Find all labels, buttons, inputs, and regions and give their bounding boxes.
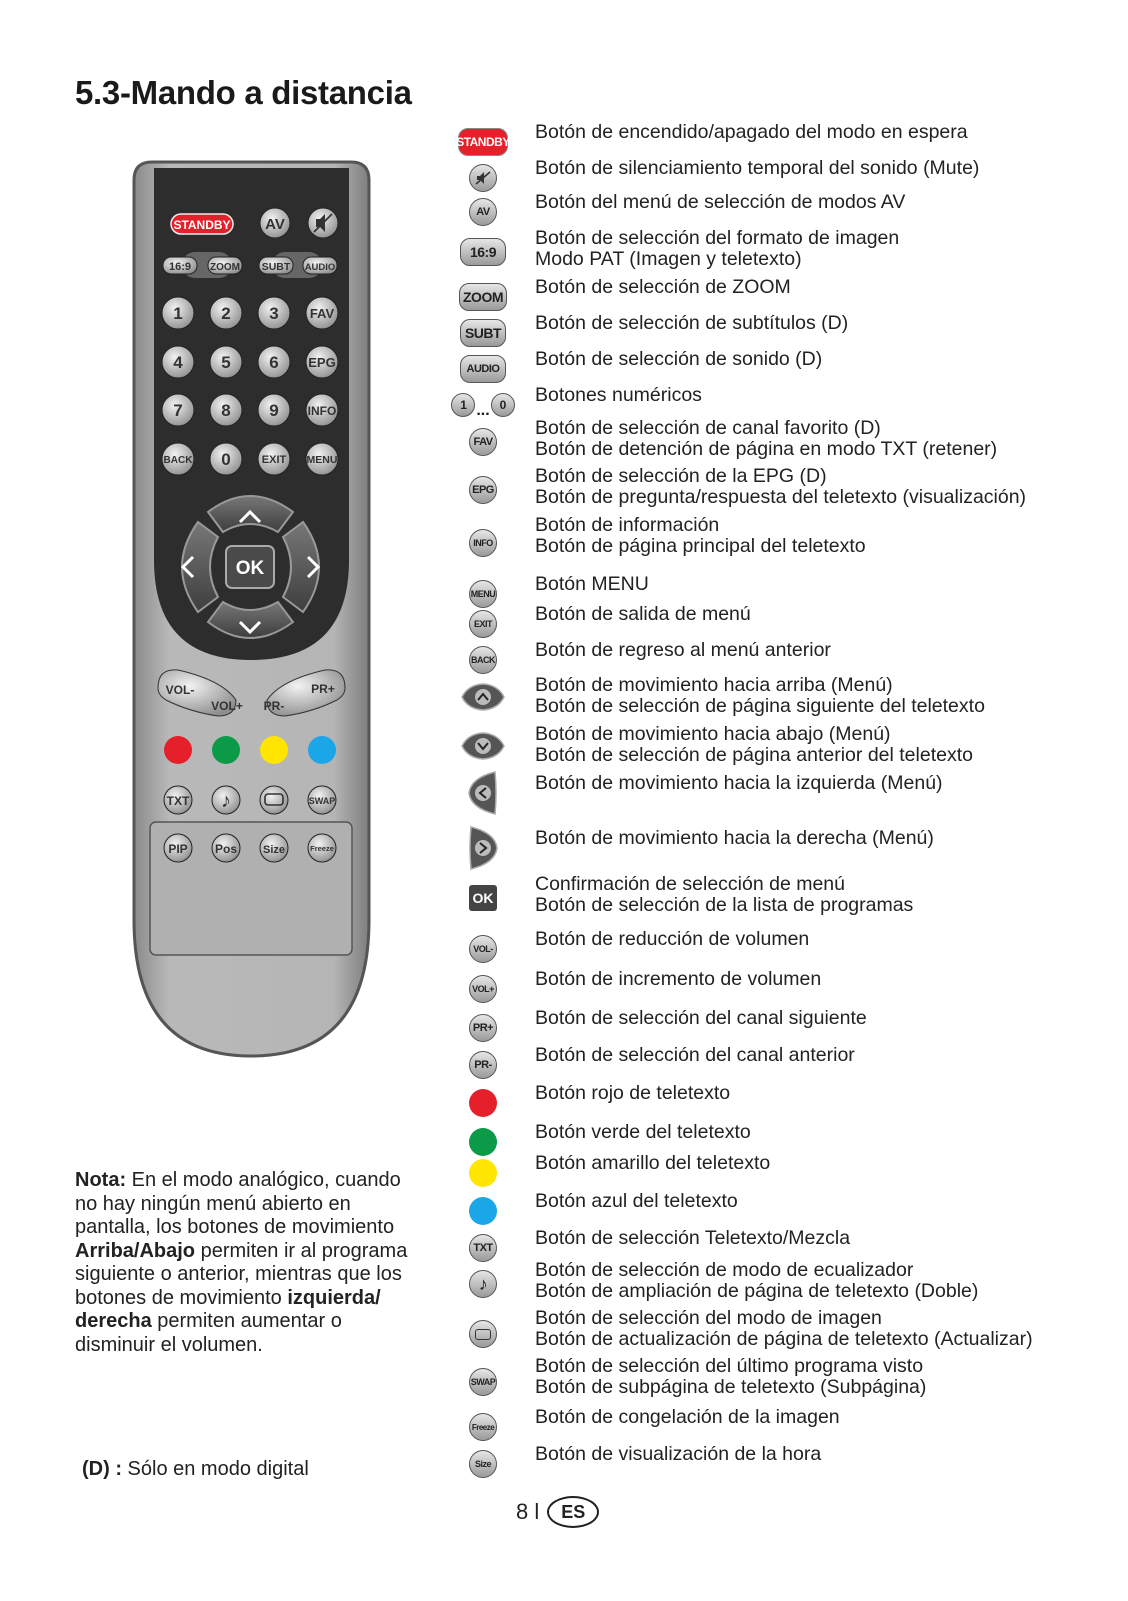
- note-bold-2: izquierda/ derecha: [75, 1286, 381, 1332]
- legend-description: [535, 929, 809, 950]
- aspect-ratio-icon: 16:9: [460, 232, 506, 272]
- legend-line: Botón de movimiento hacia la derecha (Menú): [535, 827, 934, 849]
- legend-description: [535, 574, 649, 595]
- svg-text:7: 7: [173, 401, 183, 420]
- svg-text:5: 5: [221, 353, 231, 372]
- remote-standby-button: [171, 214, 233, 234]
- legend-line: Botón de incremento de volumen: [535, 968, 822, 990]
- menu-icon: MENU: [460, 574, 506, 614]
- epg-icon: EPG: [460, 470, 506, 510]
- arrow-up-icon: [460, 679, 506, 719]
- svg-text:OK: OK: [235, 558, 265, 579]
- legend-line: Botón de página principal del teletexto: [535, 535, 866, 557]
- standby-icon: STANDBY: [460, 122, 506, 162]
- svg-text:Size: Size: [262, 844, 286, 856]
- legend-description: [535, 466, 1026, 508]
- legend-line: Botón de visualización de la hora: [535, 1443, 822, 1465]
- note-text-2: permiten ir al programa siguiente o anterior, mientras que los botones de movimiento: [75, 1239, 408, 1309]
- legend-line: Botón de selección de página siguiente del teletexto: [535, 695, 985, 717]
- note-label: Nota:: [75, 1169, 127, 1191]
- svg-text:2: 2: [221, 304, 231, 323]
- legend-line: Botón de actualización de página de teletexto (Actualizar): [535, 1328, 1033, 1350]
- legend-description: [535, 773, 943, 794]
- yellow-button-icon: [460, 1153, 506, 1193]
- remote-169-button: [163, 257, 197, 274]
- svg-text:INFO: INFO: [307, 404, 337, 418]
- legend-line: Modo PAT (Imagen y teletexto): [535, 248, 802, 270]
- arrow-left-icon: [460, 775, 506, 815]
- svg-text:9: 9: [269, 401, 279, 420]
- legend-description: [535, 675, 985, 717]
- legend-line: Botón de selección de ZOOM: [535, 276, 791, 298]
- red-button-icon: [460, 1083, 506, 1123]
- legend-description: [535, 604, 751, 625]
- blue-button-icon: [460, 1191, 506, 1231]
- legend-description: [535, 1260, 978, 1302]
- legend-description: [535, 1444, 821, 1465]
- svg-text:6: 6: [269, 353, 279, 372]
- legend-description: [535, 1228, 850, 1249]
- picture-mode-icon: [460, 1314, 506, 1354]
- legend-line: Botón MENU: [535, 573, 649, 595]
- av-icon: AV: [460, 192, 506, 232]
- legend-description: [535, 385, 702, 406]
- svg-text:0: 0: [221, 450, 231, 469]
- svg-text:3: 3: [269, 304, 279, 323]
- svg-text:♪: ♪: [221, 790, 231, 812]
- legend-line: Botón de subpágina de teletexto (Subpágina): [535, 1376, 927, 1398]
- svg-text:TXT: TXT: [166, 794, 190, 808]
- legend-description: [535, 1191, 738, 1212]
- legend-description: [535, 313, 848, 334]
- txt-icon: TXT: [460, 1228, 506, 1268]
- page-footer: [516, 1496, 599, 1528]
- page-number: 8 l: [516, 1499, 540, 1524]
- digital-note-label: (D) :: [82, 1458, 122, 1480]
- svg-text:STANDBY: STANDBY: [173, 218, 231, 232]
- legend-line: Botón de selección de página anterior del teletexto: [535, 744, 973, 766]
- svg-text:EPG: EPG: [308, 355, 336, 370]
- svg-text:16:9: 16:9: [168, 261, 192, 273]
- remote-audio-button: [303, 257, 337, 274]
- svg-text:BACK: BACK: [163, 455, 193, 466]
- svg-text:SWAP: SWAP: [308, 796, 336, 806]
- prminus-icon: PR-: [460, 1045, 506, 1085]
- svg-text:MENU: MENU: [306, 454, 338, 466]
- legend-line: Botón amarillo del teletexto: [535, 1152, 771, 1174]
- svg-text:AUDIO: AUDIO: [304, 262, 336, 273]
- swap-icon: SWAP: [460, 1362, 506, 1402]
- analog-mode-note: [75, 1169, 425, 1357]
- legend-line: Botón de selección Teletexto/Mezcla: [535, 1227, 851, 1249]
- legend-description: [535, 158, 979, 179]
- legend-description: [535, 1008, 867, 1029]
- music-note-icon: ♪: [460, 1264, 506, 1304]
- legend-description: [535, 724, 973, 766]
- legend-description: [535, 515, 866, 557]
- legend-line: Confirmación de selección de menú: [535, 873, 846, 895]
- remote-mute-button: [308, 208, 338, 238]
- legend-description: [535, 418, 997, 460]
- audio-icon: AUDIO: [460, 349, 506, 389]
- legend-line: Botón de selección de sonido (D): [535, 348, 823, 370]
- svg-text:PR+: PR+: [311, 682, 335, 696]
- legend-line: Botón de selección de la lista de programas: [535, 894, 914, 916]
- legend-description: [535, 1083, 730, 1104]
- ok-icon: OK: [460, 878, 506, 918]
- svg-text:1: 1: [173, 304, 183, 323]
- remote-control-illustration: [130, 160, 373, 1060]
- legend-line: Botón de regreso al menú anterior: [535, 639, 831, 661]
- digital-mode-note: [82, 1458, 309, 1481]
- svg-text:4: 4: [173, 353, 183, 372]
- legend-line: Botón de salida de menú: [535, 603, 751, 625]
- legend-description: [535, 640, 831, 661]
- page-title: 5.3-Mando a distancia: [75, 74, 412, 111]
- fav-icon: FAV: [460, 422, 506, 462]
- legend-description: [535, 277, 791, 298]
- arrow-down-icon: [460, 728, 506, 768]
- svg-text:VOL-: VOL-: [165, 683, 195, 697]
- legend-line: Botón de selección de canal favorito (D): [535, 417, 881, 439]
- pr-icon: PR+: [460, 1008, 506, 1048]
- legend-description: [535, 122, 968, 143]
- legend-line: Botón rojo de teletexto: [535, 1082, 731, 1104]
- svg-text:ZOOM: ZOOM: [210, 262, 240, 273]
- legend-line: Botón de selección del canal anterior: [535, 1044, 855, 1066]
- legend-description: [535, 228, 899, 270]
- legend-line: Botón de selección del último programa visto: [535, 1355, 924, 1377]
- numeric-buttons-icon: 1 ... 0: [460, 385, 506, 425]
- arrow-right-icon: [460, 830, 506, 870]
- legend-description: [535, 1153, 770, 1174]
- legend-line: Botón de selección de modo de ecualizador: [535, 1259, 914, 1281]
- subt-icon: SUBT: [460, 313, 506, 353]
- freeze-icon: Freeze: [460, 1407, 506, 1447]
- legend-line: Botón de selección de la EPG (D): [535, 465, 827, 487]
- legend-line: Botón de reducción de volumen: [535, 928, 810, 950]
- digital-note-text: Sólo en modo digital: [121, 1458, 309, 1480]
- note-text-3: permiten aumentar o disminuir el volumen.: [75, 1310, 342, 1356]
- legend-description: [535, 1308, 1033, 1350]
- legend-line: Botón de congelación de la imagen: [535, 1406, 840, 1428]
- language-badge: ES: [547, 1496, 599, 1528]
- back-icon: BACK: [460, 640, 506, 680]
- svg-text:AV: AV: [265, 216, 285, 233]
- legend-line: Botón de movimiento hacia abajo (Menú): [535, 723, 891, 745]
- remote-av-button: [260, 208, 290, 238]
- legend-line: Botón de selección del canal siguiente: [535, 1007, 867, 1029]
- legend-description: [535, 969, 821, 990]
- legend-line: Botón de pregunta/respuesta del teletexto (visualización): [535, 486, 1027, 508]
- svg-text:SUBT: SUBT: [261, 261, 291, 273]
- remote-zoom-button: [208, 257, 242, 274]
- size-icon: Size: [460, 1444, 506, 1484]
- svg-text:8: 8: [221, 401, 231, 420]
- legend-description: [535, 874, 913, 916]
- legend-line: Botón del menú de selección de modos AV: [535, 191, 906, 213]
- note-text-1: En el modo analógico, cuando no hay ningún menú abierto en pantalla, los botones de movimiento: [75, 1169, 401, 1238]
- volminus-icon: VOL-: [460, 929, 506, 969]
- legend-line: Botón de selección del modo de imagen: [535, 1307, 882, 1329]
- legend-line: Botón de selección de subtítulos (D): [535, 312, 849, 334]
- vol-icon: VOL+: [460, 969, 506, 1009]
- svg-text:Pos: Pos: [214, 842, 238, 856]
- legend-line: Botón de movimiento hacia la izquierda (Menú): [535, 772, 943, 794]
- legend-line: Botón azul del teletexto: [535, 1190, 738, 1212]
- legend-description: [535, 1407, 840, 1428]
- legend-line: Botón de movimiento hacia arriba (Menú): [535, 674, 893, 696]
- legend-line: Botones numéricos: [535, 384, 702, 406]
- svg-text:PIP: PIP: [168, 842, 188, 856]
- legend-description: [535, 349, 822, 370]
- note-bold-1: Arriba/Abajo: [75, 1239, 196, 1262]
- legend-line: Botón de información: [535, 514, 720, 536]
- legend-line: Botón de detención de página en modo TXT (retener): [535, 438, 998, 460]
- svg-text:PR-: PR-: [263, 699, 285, 713]
- legend-line: Botón de encendido/apagado del modo en espera: [535, 121, 968, 143]
- legend-description: [535, 1045, 855, 1066]
- legend-description: [535, 828, 934, 849]
- legend-description: [535, 1122, 751, 1143]
- svg-text:VOL+: VOL+: [211, 699, 243, 713]
- exit-icon: EXIT: [460, 604, 506, 644]
- legend-line: Botón de ampliación de página de teletexto (Doble): [535, 1280, 979, 1302]
- legend-line: Botón de selección del formato de imagen: [535, 227, 900, 249]
- zoom-icon: ZOOM: [460, 277, 506, 317]
- legend-line: Botón de silenciamiento temporal del sonido (Mute): [535, 157, 980, 179]
- remote-subt-button: [259, 257, 293, 274]
- svg-text:Freeze: Freeze: [310, 844, 334, 853]
- svg-text:FAV: FAV: [309, 306, 335, 321]
- info-icon: INFO: [460, 523, 506, 563]
- legend-description: [535, 192, 905, 213]
- legend-line: Botón verde del teletexto: [535, 1121, 751, 1143]
- legend-description: [535, 1356, 926, 1398]
- svg-text:EXIT: EXIT: [261, 454, 287, 466]
